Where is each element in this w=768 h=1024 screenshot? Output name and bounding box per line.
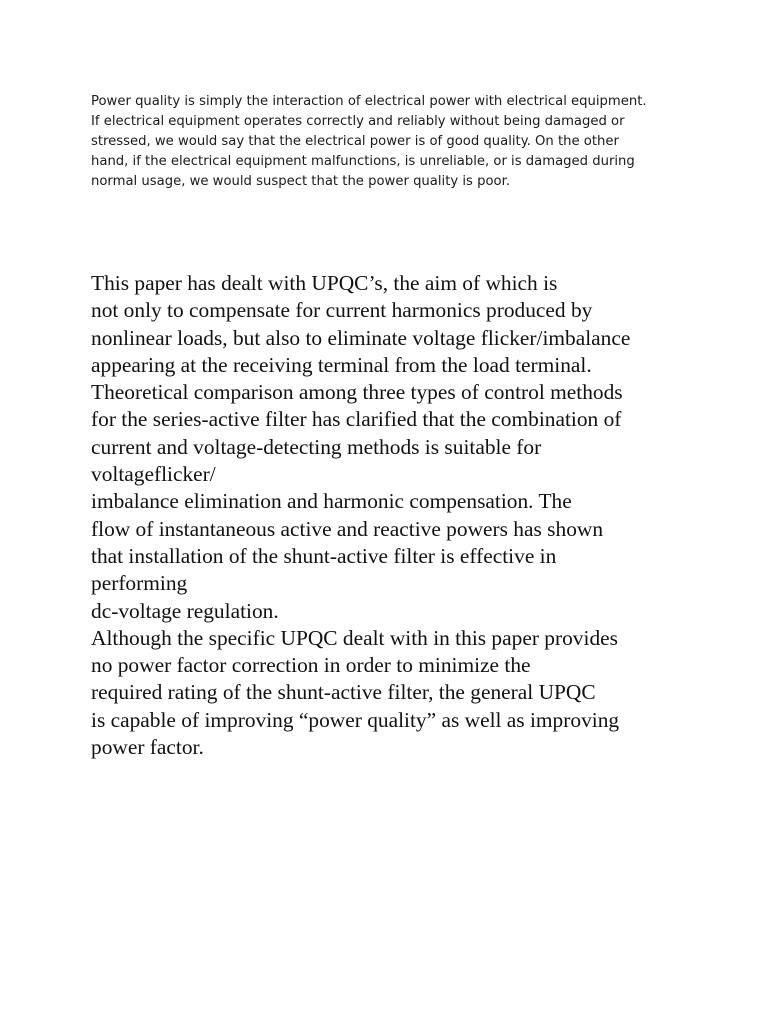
text-line: imbalance elimination and harmonic compensation. The xyxy=(91,489,572,514)
text-line: for the series-active filter has clarified that the combination of xyxy=(91,407,622,432)
text-line: required rating of the shunt-active filter, the general UPQC xyxy=(91,680,596,705)
text-line: nonlinear loads, but also to eliminate voltage flicker/imbalance xyxy=(91,325,631,350)
text-line: normal usage, we would suspect that the power quality is poor. xyxy=(91,174,511,190)
text-line: voltageflicker/ xyxy=(91,462,216,487)
text-line: is capable of improving “power quality” as well as improving xyxy=(91,707,620,732)
text-line: Power quality is simply the interaction of electrical power with electrical equipment. xyxy=(91,94,647,109)
text-line: current and voltage-detecting methods is suitable for xyxy=(91,434,542,459)
text-line: no power factor correction in order to minimize the xyxy=(91,653,531,678)
text-line: hand, if the electrical equipment malfunctions, is unreliable, or is damaged during xyxy=(91,154,635,170)
text-line: power factor. xyxy=(91,735,204,760)
text-line: performing xyxy=(91,571,188,596)
text-line: If electrical equipment operates correctly and reliably without being damaged or xyxy=(91,114,625,130)
text-line: flow of instantaneous active and reactive powers has shown xyxy=(91,516,604,541)
intro-paragraph xyxy=(91,92,711,192)
text-line: Theoretical comparison among three types of control methods xyxy=(91,380,623,405)
text-line: not only to compensate for current harmonics produced by xyxy=(91,298,593,323)
text-line: Although the specific UPQC dealt with in this paper provides xyxy=(91,625,618,650)
text-line: This paper has dealt with UPQC’s, the aim of which is xyxy=(91,271,558,295)
text-line: that installation of the shunt-active filter is effective in xyxy=(91,543,557,568)
conclusion-paragraph xyxy=(91,270,731,761)
text-line: appearing at the receiving terminal from the load terminal. xyxy=(91,352,592,377)
text-line: dc-voltage regulation. xyxy=(91,598,279,623)
text-line: stressed, we would say that the electrical power is of good quality. On the other xyxy=(91,134,619,150)
